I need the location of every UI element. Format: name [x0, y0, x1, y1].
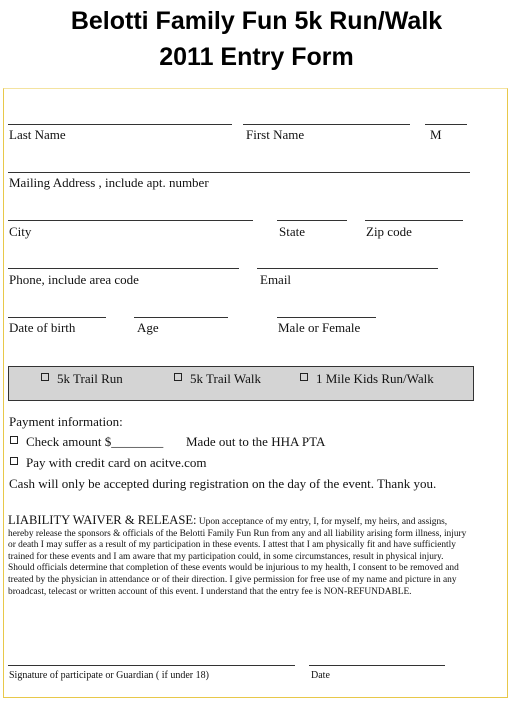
age-field[interactable]	[134, 317, 228, 318]
event-option-5k-walk[interactable]: 5k Trail Walk	[174, 371, 261, 387]
state-label: State	[279, 224, 305, 239]
first-name-label: First Name	[246, 127, 305, 142]
email-field[interactable]	[257, 268, 438, 269]
event-option-5k-run[interactable]: 5k Trail Run	[41, 371, 123, 387]
gender-label: Male or Female	[278, 320, 361, 335]
cash-note: Cash will only be accepted during registration on the day of the event. Thank you.	[9, 476, 437, 491]
checkbox-icon[interactable]	[10, 436, 18, 444]
signature-label: Signature of participate or Guardian ( if under 18)	[9, 670, 209, 681]
pay-by-credit-option[interactable]: Pay with credit card on acitve.com	[10, 455, 207, 471]
first-name-field[interactable]	[243, 124, 410, 125]
payment-heading: Payment information:	[9, 414, 123, 429]
zip-code-label: Zip code	[366, 224, 412, 239]
waiver-body: Upon acceptance of my entry, I, for myself, my heirs, and assigns, hereby release the sponsors & officials of the Belotti Family Fun Run from any and all liability arising form illness, injury or death I may suffer as a result of my participation in these events. I attest that I am physically fit and have sufficiently trained for these events and I am aware that my participation could, in some circumstances, result in physical injury. Should officials determine that completion of these events would be injurious to my health, I consent to be removed and treated by the physician in attendance or of their direction. I give permission for free use of my name and picture in any broadcast, telecast or written account of this event. I understand that the entry fee is NON-REFUNDABLE.	[8, 517, 467, 597]
email-label: Email	[260, 272, 292, 287]
date-label: Date	[311, 670, 330, 681]
mailing-address-label: Mailing Address , include apt. number	[9, 175, 209, 190]
phone-field[interactable]	[8, 268, 239, 269]
zip-code-field[interactable]	[365, 220, 463, 221]
date-field[interactable]	[309, 665, 445, 666]
checkbox-icon[interactable]	[41, 373, 49, 381]
checkbox-icon[interactable]	[174, 373, 182, 381]
form-title: Belotti Family Fun 5k Run/Walk	[70, 7, 443, 35]
date-of-birth-field[interactable]	[8, 317, 106, 318]
event-selection-box	[8, 366, 474, 401]
middle-initial-field[interactable]	[425, 124, 467, 125]
last-name-label: Last Name	[9, 127, 66, 142]
mailing-address-field[interactable]	[8, 172, 470, 173]
city-label: City	[9, 224, 32, 239]
event-option-kids-run[interactable]: 1 Mile Kids Run/Walk	[300, 371, 434, 387]
date-of-birth-label: Date of birth	[9, 320, 76, 335]
checkbox-icon[interactable]	[10, 457, 18, 465]
waiver-heading: LIABILITY WAIVER & RELEASE:	[8, 513, 197, 527]
form-subtitle: 2011 Entry Form	[159, 43, 354, 71]
age-label: Age	[137, 320, 159, 335]
pay-by-check-option[interactable]: Check amount $________	[10, 434, 163, 450]
city-field[interactable]	[8, 220, 253, 221]
middle-initial-label: M	[430, 127, 442, 142]
check-payee-text: Made out to the HHA PTA	[186, 434, 326, 449]
state-field[interactable]	[277, 220, 347, 221]
gender-field[interactable]	[277, 317, 376, 318]
signature-field[interactable]	[8, 665, 295, 666]
checkbox-icon[interactable]	[300, 373, 308, 381]
phone-label: Phone, include area code	[9, 272, 139, 287]
liability-waiver	[8, 515, 470, 598]
last-name-field[interactable]	[8, 124, 232, 125]
